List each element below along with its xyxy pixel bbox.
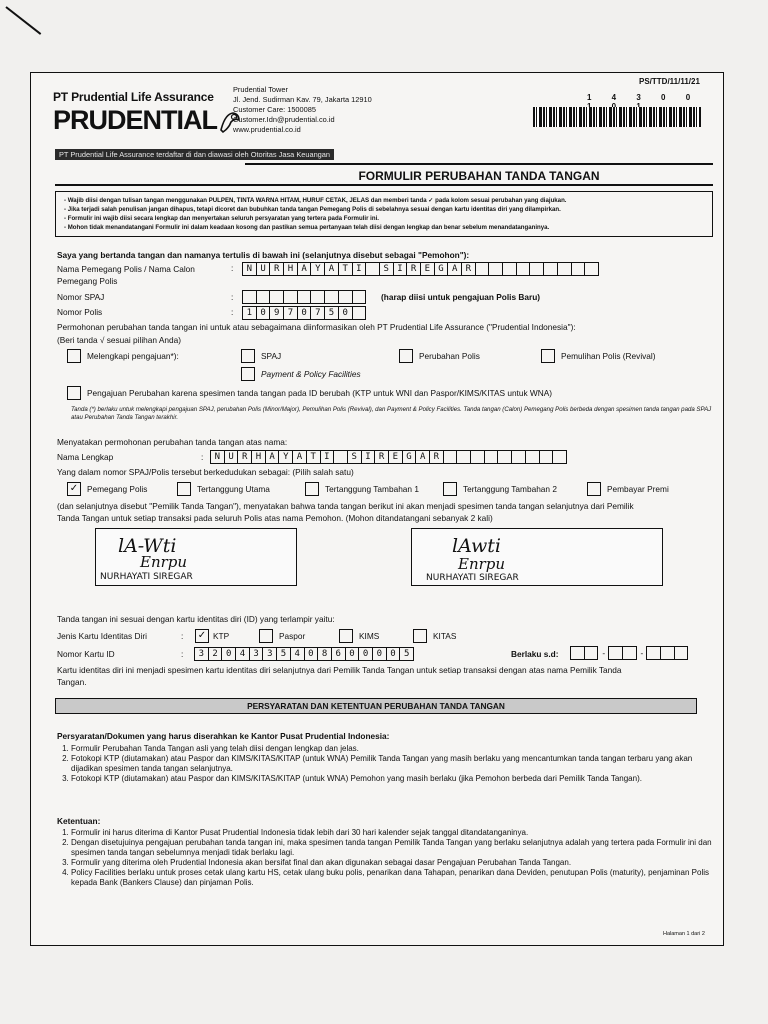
char-box[interactable] bbox=[352, 306, 367, 320]
signature-printed-name: NURHAYATI SIREGAR bbox=[426, 573, 519, 583]
checkbox[interactable]: ✓ bbox=[195, 629, 209, 643]
char-box[interactable] bbox=[269, 290, 284, 304]
applicant-name-label: Nama Pemegang Polis / Nama Calon Pemegang Polis bbox=[57, 264, 195, 286]
signature-stroke: Enrpu bbox=[458, 555, 506, 573]
checkbox[interactable] bbox=[67, 349, 81, 363]
char-box[interactable] bbox=[539, 450, 554, 464]
char-box[interactable]: 4 bbox=[235, 647, 250, 661]
checkbox[interactable] bbox=[241, 349, 255, 363]
char-box[interactable]: A bbox=[324, 262, 339, 276]
char-box[interactable]: 3 bbox=[249, 647, 264, 661]
char-box[interactable]: 9 bbox=[269, 306, 284, 320]
instruction-item: - Jika terjadi salah penulisan jangan dihapus, tetapi dicoret dan bubuhkan tanda tangan Pemegang Polis di sebelahnya sesuai dengan kartu identitas diri yang dilampirkan. bbox=[64, 206, 561, 213]
char-box[interactable]: A bbox=[292, 450, 307, 464]
char-box[interactable]: S bbox=[379, 262, 394, 276]
char-box[interactable]: A bbox=[297, 262, 312, 276]
address-line: www.prudential.co.id bbox=[233, 125, 301, 134]
document-code: PS/TTD/11/11/21 bbox=[639, 77, 700, 86]
char-box[interactable] bbox=[242, 290, 257, 304]
id-number-label: Nomor Kartu ID bbox=[57, 649, 115, 659]
char-box[interactable]: 2 bbox=[208, 647, 223, 661]
char-box[interactable] bbox=[525, 450, 540, 464]
char-box[interactable] bbox=[543, 262, 558, 276]
checkbox[interactable] bbox=[443, 482, 457, 496]
char-box[interactable] bbox=[338, 290, 353, 304]
option-id-change[interactable]: Pengajuan Perubahan karena spesimen tanda tangan pada ID berubah (KTP untuk WNI dan Paspor/KIMS/KITAS untuk WNA) bbox=[67, 386, 552, 400]
valid-until-date-boxes[interactable]: - - bbox=[571, 646, 688, 660]
form-title: FORMULIR PERUBAHAN TANDA TANGAN bbox=[358, 169, 600, 183]
requirements-list bbox=[57, 744, 721, 784]
list-item: 1. Formulir Perubahan Tanda Tangan asli yang telah diisi dengan lengkap dan jelas. bbox=[71, 744, 721, 754]
address-line: Customer Care: 1500085 bbox=[233, 105, 316, 114]
char-box[interactable] bbox=[443, 450, 458, 464]
barcode-number: 1 4 3 0 0 bbox=[587, 93, 700, 102]
char-box[interactable] bbox=[516, 262, 531, 276]
owner-text-line2: Tanda Tangan untuk setiap transaksi pada seluruh Polis atas nama Pemohon. (Mohon ditandatangani sebanyak 2 kali) bbox=[57, 513, 493, 523]
char-box[interactable] bbox=[283, 290, 298, 304]
char-box[interactable]: A bbox=[415, 450, 430, 464]
polis-number-boxes[interactable] bbox=[243, 306, 366, 320]
signature-stroke: Enrpu bbox=[140, 553, 188, 571]
char-box[interactable] bbox=[484, 450, 499, 464]
char-box[interactable]: N bbox=[242, 262, 257, 276]
char-box[interactable] bbox=[571, 262, 586, 276]
char-box[interactable] bbox=[470, 450, 485, 464]
checkbox[interactable] bbox=[305, 482, 319, 496]
barcode bbox=[533, 107, 701, 127]
checkbox[interactable] bbox=[339, 629, 353, 643]
char-box[interactable] bbox=[529, 262, 544, 276]
spaj-label: Nomor SPAJ bbox=[57, 292, 105, 302]
char-box[interactable]: 0 bbox=[358, 647, 373, 661]
instruction-item: - Formulir ini wajib diisi secara lengkap dan menyertakan seluruh persyaratan yang tertera pada Formulir ini. bbox=[64, 215, 379, 222]
char-box[interactable]: H bbox=[283, 262, 298, 276]
address-line: Prudential Tower bbox=[233, 85, 288, 94]
instruction-item: - Wajib diisi dengan tulisan tangan menggunakan PULPEN, TINTA WARNA HITAM, HURUF CETAK, JELAS dan memberi tanda ✓ pada kolom sesuai perubahan yang diajukan. bbox=[64, 197, 567, 204]
char-box[interactable]: T bbox=[306, 450, 321, 464]
id-type-label: Jenis Kartu Identitas Diri bbox=[57, 631, 147, 641]
char-box[interactable]: 6 bbox=[331, 647, 346, 661]
char-box[interactable]: I bbox=[320, 450, 335, 464]
char-box[interactable] bbox=[324, 290, 339, 304]
char-box[interactable] bbox=[557, 262, 572, 276]
fullname-boxes[interactable] bbox=[211, 450, 567, 464]
char-box[interactable]: 5 bbox=[399, 647, 414, 661]
char-box[interactable] bbox=[310, 290, 325, 304]
intro-text: Saya yang bertanda tangan dan namanya tertulis di bawah ini (selanjutnya disebut sebagai "Pemohon"): bbox=[57, 250, 470, 260]
id-type-kitas[interactable]: KITAS bbox=[413, 629, 456, 643]
list-item: 3. Formulir yang diterima oleh Prudential Indonesia akan bersifat final dan akan digunakan sebagai dasar Pengajuan Perubahan Tanda Tangan. bbox=[71, 858, 721, 868]
char-box[interactable]: 4 bbox=[290, 647, 305, 661]
char-box[interactable]: H bbox=[251, 450, 266, 464]
char-box[interactable]: R bbox=[406, 262, 421, 276]
char-box[interactable] bbox=[333, 450, 348, 464]
title-rule-bottom bbox=[55, 184, 713, 186]
signature-box-2[interactable] bbox=[411, 528, 663, 586]
title-rule-top bbox=[245, 163, 713, 165]
char-box[interactable]: 0 bbox=[386, 647, 401, 661]
role-pembayar-premi[interactable]: Pembayar Premi bbox=[587, 482, 669, 496]
char-box[interactable]: N bbox=[210, 450, 225, 464]
requirements-heading: Persyaratan/Dokumen yang harus diserahkan ke Kantor Pusat Prudential Indonesia: bbox=[57, 731, 390, 741]
checkbox[interactable] bbox=[259, 629, 273, 643]
checkbox[interactable] bbox=[541, 349, 555, 363]
spaj-note: (harap diisi untuk pengajuan Polis Baru) bbox=[381, 292, 541, 302]
id-note-line1: Kartu identitas diri ini menjadi spesimen kartu identitas diri selanjutnya dari Pemilik Tanda Tangan untuk setiap transaksi dengan atas nama Pemilik Tanda bbox=[57, 665, 622, 675]
char-box[interactable]: R bbox=[429, 450, 444, 464]
company-address bbox=[233, 85, 372, 135]
char-box[interactable] bbox=[475, 262, 490, 276]
role-tertanggung-tambahan-2[interactable]: Tertanggung Tambahan 2 bbox=[443, 482, 557, 496]
char-box[interactable] bbox=[488, 262, 503, 276]
polis-label: Nomor Polis bbox=[57, 307, 103, 317]
char-box[interactable]: I bbox=[393, 262, 408, 276]
char-box[interactable]: S bbox=[347, 450, 362, 464]
id-type-kims[interactable]: KIMS bbox=[339, 629, 379, 643]
role-intro: Yang dalam nomor SPAJ/Polis tersebut berkedudukan sebagai: (Pilih salah satu) bbox=[57, 467, 354, 477]
signature-stroke: lAwti bbox=[452, 535, 501, 557]
char-box[interactable]: Y bbox=[310, 262, 325, 276]
address-line: Jl. Jend. Sudirman Kav. 79, Jakarta 12910 bbox=[233, 95, 372, 104]
char-box[interactable]: 5 bbox=[324, 306, 339, 320]
char-box[interactable]: U bbox=[224, 450, 239, 464]
char-box[interactable]: 1 bbox=[242, 306, 257, 320]
instruction-item: - Mohon tidak menandatangani Formulir ini dalam keadaan kosong dan pastikan semua pertanyaan telah diisi dengan lengkap dan benar sebelum menandatanganinya. bbox=[64, 224, 550, 231]
char-box[interactable]: U bbox=[256, 262, 271, 276]
char-box[interactable]: 0 bbox=[297, 306, 312, 320]
declare-text: Menyatakan permohonan perubahan tanda tangan atas nama: bbox=[57, 437, 288, 447]
role-pemegang-polis[interactable]: ✓ Pemegang Polis bbox=[67, 482, 147, 496]
char-box[interactable]: 5 bbox=[276, 647, 291, 661]
request-text: Permohonan perubahan tanda tangan ini untuk atau sebagaimana diinformasikan oleh PT Prudential Life Assurance ("Prudential Indonesia"): bbox=[57, 322, 576, 332]
id-intro: Tanda tangan ini sesuai dengan kartu identitas diri (ID) yang terlampir yaitu: bbox=[57, 614, 335, 624]
checkbox[interactable]: ✓ bbox=[67, 482, 81, 496]
id-number-boxes[interactable] bbox=[195, 647, 414, 661]
char-box[interactable]: I bbox=[352, 262, 367, 276]
char-box[interactable]: 7 bbox=[310, 306, 325, 320]
address-line: Customer.Idn@prudential.co.id bbox=[233, 115, 335, 124]
char-box[interactable] bbox=[552, 450, 567, 464]
option-perubahan-polis[interactable]: Perubahan Polis bbox=[399, 349, 480, 363]
char-box[interactable]: G bbox=[402, 450, 417, 464]
signature-stroke: lA-Wti bbox=[118, 535, 177, 557]
applicant-name-boxes[interactable] bbox=[243, 262, 599, 276]
list-item: 1. Formulir ini harus diterima di Kantor Pusat Prudential Indonesia tidak lebih dari 30 hari kalender sejak tanggal ditandatanganinya. bbox=[71, 828, 721, 838]
terms-list bbox=[57, 828, 721, 888]
checkbox[interactable] bbox=[413, 629, 427, 643]
checkbox[interactable] bbox=[67, 386, 81, 400]
checkbox[interactable] bbox=[177, 482, 191, 496]
char-box[interactable] bbox=[256, 290, 271, 304]
option-melengkapi[interactable]: Melengkapi pengajuan*): bbox=[67, 349, 179, 363]
role-tertanggung-tambahan-1[interactable]: Tertanggung Tambahan 1 bbox=[305, 482, 419, 496]
instructions-box bbox=[55, 191, 713, 237]
signature-printed-name: NURHAYATI SIREGAR bbox=[100, 572, 193, 582]
id-type-paspor[interactable]: Paspor bbox=[259, 629, 305, 643]
char-box[interactable]: I bbox=[361, 450, 376, 464]
char-box[interactable]: 0 bbox=[338, 306, 353, 320]
option-payment-facilities[interactable]: Payment & Policy Facilities bbox=[241, 367, 361, 381]
list-item: 4. Policy Facilities berlaku untuk proses cetak ulang kartu HS, cetak ulang buku polis, penarikan dana Tahapan, penarikan dana Deviden, penutupan Polis (maturity), penjaminan Polis kepada Bank (Bankers Clause) dan pinjaman Polis. bbox=[71, 868, 721, 888]
list-item: 2. Dengan disetujuinya pengajuan perubahan tanda tangan ini, maka spesimen tanda tangan Pemilik Tanda Tangan yang berlaku selanjutnya adalah yang tertera pada Formulir ini dan spesimen tanda tangan sebelumnya menjadi tidak berlaku lagi. bbox=[71, 838, 721, 858]
char-box[interactable]: G bbox=[434, 262, 449, 276]
char-box[interactable]: R bbox=[237, 450, 252, 464]
char-box[interactable]: Y bbox=[278, 450, 293, 464]
char-box[interactable]: 3 bbox=[262, 647, 277, 661]
char-box[interactable]: T bbox=[338, 262, 353, 276]
terms-heading: Ketentuan: bbox=[57, 816, 101, 826]
owner-text-line1: (dan selanjutnya disebut "Pemilik Tanda Tangan"), menyatakan bahwa tanda tangan berikut ini akan menjadi spesimen tanda tangan selanjutnya dari Pemilik bbox=[57, 501, 634, 511]
footnote: Tanda (*) berlaku untuk melengkapi pengajuan SPAJ, perubahan Polis (Minor/Major), Pemulihan Polis (Revival), dan Payment & Policy Facilities. Tanda tangan (Calon) Pemegang Polis berbeda dengan spesimen tanda tangan pada SPAJ atau Perubahan Tanda Tangan terakhir. bbox=[71, 406, 712, 421]
char-box[interactable]: E bbox=[388, 450, 403, 464]
page-number: Halaman 1 dari 2 bbox=[663, 931, 705, 937]
spaj-number-boxes[interactable] bbox=[243, 290, 366, 304]
section-title: PERSYARATAN DAN KETENTUAN PERUBAHAN TANDA TANGAN bbox=[55, 698, 697, 714]
checkbox[interactable] bbox=[399, 349, 413, 363]
valid-until-label: Berlaku s.d: bbox=[511, 649, 559, 659]
char-box[interactable]: 7 bbox=[283, 306, 298, 320]
char-box[interactable]: 0 bbox=[345, 647, 360, 661]
char-box[interactable] bbox=[511, 450, 526, 464]
char-box[interactable] bbox=[365, 262, 380, 276]
char-box[interactable]: R bbox=[461, 262, 476, 276]
list-item: 3. Fotokopi KTP (diutamakan) atau Paspor dan KIMS/KITAS/KITAP (untuk WNA) Pemohon yang masih berlaku (jika Pemohon berbeda dari Pemilik Tanda Tangan). bbox=[71, 774, 721, 784]
char-box[interactable]: 8 bbox=[317, 647, 332, 661]
char-box[interactable] bbox=[352, 290, 367, 304]
logo-text: PRUDENTIAL bbox=[53, 105, 217, 135]
char-box[interactable] bbox=[584, 262, 599, 276]
char-box[interactable]: E bbox=[420, 262, 435, 276]
checkbox[interactable] bbox=[241, 367, 255, 381]
id-type-ktp[interactable]: ✓ KTP bbox=[195, 629, 229, 643]
request-hint: (Beri tanda √ sesuai pilihan Anda) bbox=[57, 335, 182, 345]
role-tertanggung-utama[interactable]: Tertanggung Utama bbox=[177, 482, 270, 496]
char-box[interactable]: A bbox=[447, 262, 462, 276]
char-box[interactable]: 0 bbox=[372, 647, 387, 661]
char-box[interactable]: R bbox=[269, 262, 284, 276]
option-spaj[interactable]: SPAJ bbox=[241, 349, 281, 363]
char-box[interactable]: 0 bbox=[221, 647, 236, 661]
ojk-banner: PT Prudential Life Assurance terdaftar di dan diawasi oleh Otoritas Jasa Keuangan bbox=[55, 149, 334, 160]
signature-box-1[interactable] bbox=[95, 528, 297, 586]
option-pemulihan-polis[interactable]: Pemulihan Polis (Revival) bbox=[541, 349, 656, 363]
id-note-line2: Tangan. bbox=[57, 677, 87, 687]
scan-mark bbox=[5, 6, 41, 35]
char-box[interactable]: A bbox=[265, 450, 280, 464]
prudential-logo bbox=[53, 105, 243, 136]
char-box[interactable]: 0 bbox=[256, 306, 271, 320]
checkbox[interactable] bbox=[587, 482, 601, 496]
char-box[interactable]: 3 bbox=[194, 647, 209, 661]
char-box[interactable] bbox=[497, 450, 512, 464]
char-box[interactable] bbox=[502, 262, 517, 276]
char-box[interactable] bbox=[297, 290, 312, 304]
form-page: PS/TTD/11/11/21 PT Prudential Life Assurance PRUDENTIAL Prudential Tower Jl. Jend. Sudirman Kav. 79, Jakarta 12910 Customer Care: 1500085 Customer.Idn@prudential.co.id www.prudential.co.id 1 4 3 0 0 PT Prudential Life Assurance terdaftar di dan diawasi oleh Otoritas Jasa Keuangan FORMULIR PERUBAHAN TANDA TANGAN - Wajib diisi dengan tulisan tangan menggunakan PULPEN, TINTA WARNA HITAM, HURUF CETAK, JELAS dan memberi tanda ✓ pada kolom sesuai perubahan yang diajukan. - Jika terjadi salah penulisan jangan dihapus, tetapi dicoret dan bubuhkan tanda tangan Pemegang Polis di sebelahnya sesuai dengan kartu identitas diri yang dilampirkan. - Formulir ini wajib diisi secara lengkap dan menyertakan seluruh persyaratan yang tertera pada Formulir ini. - Mohon tidak menandatangani Formulir ini dalam keadaan kosong dan pastikan semua pertanyaan telah diisi dengan lengkap dan benar sebelum menandatanganinya. Saya yang bertanda tangan dan namanya tertulis di bawah ini (selanjutnya disebut sebagai "Pemohon"): Nama Pemegang Polis / Nama Calon Pemegang Polis : N U R H A Y A T I S I R E G A R Nomor SPAJ : (harap diisi untuk pengajuan Polis Baru) Nomor Polis : 1 0 9 7 0 7 5 0 Permohonan perubahan tanda tangan ini untuk atau sebagaimana diinformasikan oleh PT Prudential Life Assurance ("Prudential Indonesia"): (Beri tanda √ sesuai pilihan Anda) Melengkapi pengajuan*): SPAJ Perubahan Polis Pemulihan Polis (Revival) Payment & Policy Facilities Pengajuan Perubahan karena spesimen tanda tangan pada ID berubah (KTP untuk WNI dan Paspor/KIMS/KITAS untuk WNA) Tanda (*) berlaku untuk melengkapi pengajuan SPAJ, perubahan Polis (Minor/Major), Pemulihan Polis (Revival), dan Payment & Policy Facilities. Tanda tangan (Calon) Pemegang Polis berbeda dengan spesimen tanda tangan pada SPAJ atau Perubahan Tanda Tangan terakhir. Menyatakan permohonan perubahan tanda tangan atas nama: Nama Lengkap : N U R H A Y A T I S I R E G A R Yang dalam nomor SPAJ/Polis tersebut berkedudukan sebagai: (Pilih salah satu) ✓ Pemegang Polis Tertanggung Utama Tertanggung Tambahan 1 Tertanggung Tambahan 2 Pembayar Premi (dan selanjutnya disebut "Pemilik Tanda Tangan"), menyatakan bahwa tanda tangan berikut ini akan menjadi spesimen tanda tangan selanjutnya dari Pemilik Tanda Tangan untuk setiap transaksi pada seluruh Polis atas nama Pemohon. (Mohon ditandatangani sebanyak 2 kali) lA-Wti Enrpu NURHAYATI SIREGAR lAwti Enrpu NURHAYATI SIREGAR Tanda tangan ini sesuai dengan kartu identitas diri (ID) yang terlampir yaitu: Jenis Kartu Identitas Diri : ✓ KTP Paspor KIMS KITAS Nomor Kartu ID : 3 2 0 4 3 3 5 4 0 8 6 0 0 0 0 5 Berlaku s.d: - - Kartu identitas diri ini menjadi spesimen kartu identitas diri selanjutnya dari Pemilik Tanda Tangan untuk setiap transaksi dengan atas nama Pemilik Tanda Tangan. PERSYARATAN DAN KETENTUAN PERUBAHAN TANDA TANGAN Persyaratan/Dokumen yang harus diserahkan ke Kantor Pusat Prudential Indonesia: 1. Formulir Perubahan Tanda Tangan asli yang telah diisi dengan lengkap dan jelas. 2. Fotokopi KTP (diutamakan) atau Paspor dan KIMS/KITAS/KITAP (untuk WNA) Pemilik Tanda Tangan yang masih berlaku yang mencantumkan tanda tangan terbaru yang akan dijadikan spesimen tanda tangan selanjutnya. 3. Fotokopi KTP (diutamakan) atau Paspor dan KIMS/KITAS/KITAP (untuk WNA) Pemohon yang masih berlaku (jika Pemohon berbeda dari Pemilik Tanda Tangan). Ketentuan: 1. Formulir ini harus diterima di Kantor Pusat Prudential Indonesia tidak lebih dari 30 hari kalender sejak tanggal ditandatanganinya. 2. Dengan disetujuinya pengajuan perubahan tanda tangan ini, maka spesimen tanda tangan Pemilik Tanda Tangan yang berlaku selanjutnya adalah yang tertera pada Formulir ini dan spesimen tanda tangan sebelumnya menjadi tidak berlaku lagi. 3. Formulir yang diterima oleh Prudential Indonesia akan bersifat final dan akan digunakan sebagai dasar Pengajuan Perubahan Tanda Tangan. 4. Policy Facilities berlaku untuk proses cetak ulang kartu HS, cetak ulang buku polis, penarikan dana Tahapan, penarikan dana Deviden, penutupan Polis (maturity), penjaminan Polis kepada Bank (Bankers Clause) dan pinjaman Polis. Halaman 1 dari 2 bbox=[30, 72, 724, 946]
char-box[interactable]: 0 bbox=[304, 647, 319, 661]
char-box[interactable] bbox=[456, 450, 471, 464]
char-box[interactable]: R bbox=[374, 450, 389, 464]
fullname-label: Nama Lengkap bbox=[57, 452, 114, 462]
list-item: 2. Fotokopi KTP (diutamakan) atau Paspor dan KIMS/KITAS/KITAP (untuk WNA) Pemilik Tanda Tangan yang masih berlaku yang mencantumkan tanda tangan terbaru yang akan dijadikan spesimen tanda tangan selanjutnya. bbox=[71, 754, 721, 774]
company-name: PT Prudential Life Assurance bbox=[53, 90, 214, 104]
